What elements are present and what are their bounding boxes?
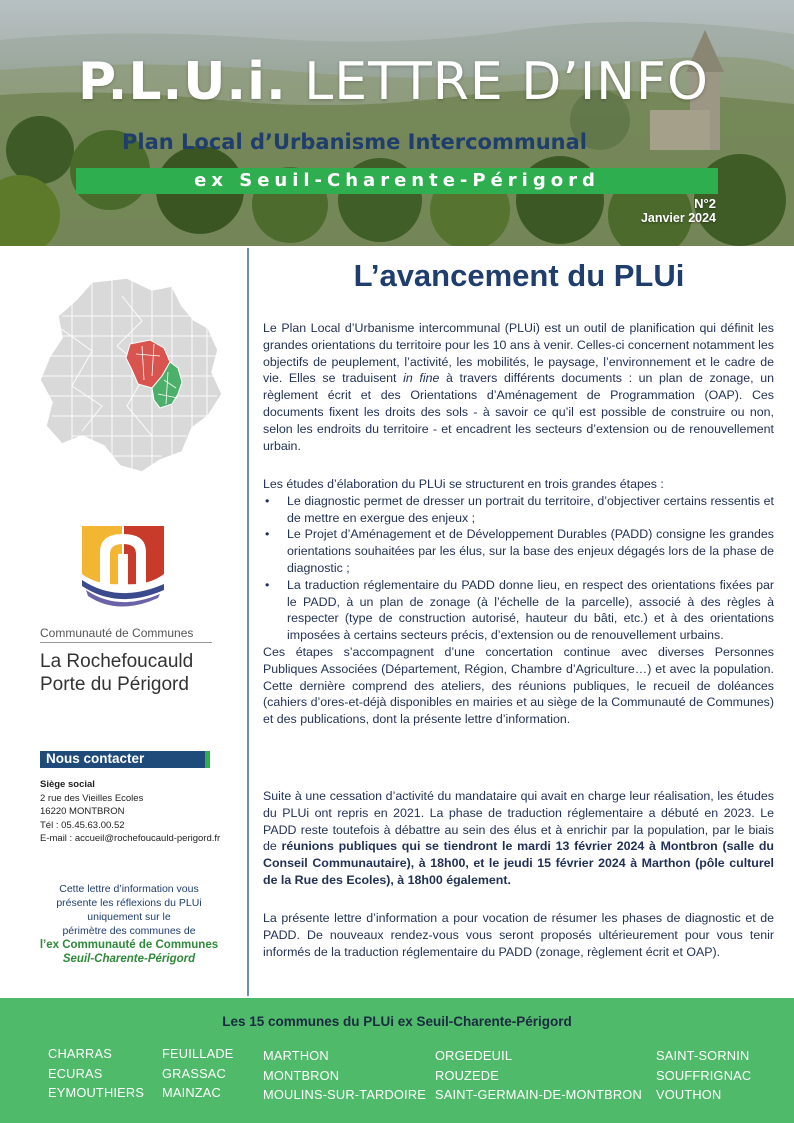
issue-date: Janvier 2024	[640, 211, 716, 225]
issue-number: N°2	[694, 196, 716, 211]
article-paragraph-1	[263, 320, 774, 454]
stage-item: • La traduction réglementaire du PADD donne lieu, en respect des orientations fixées par le PADD, à un plan de zonage (à l’échelle de la parcelle), associé à des règles à respecter (type de construction autorisé, hauteur du bâti, etc.) et à des orientations imposées à certains secteurs précis, d’extension ou de renouvellement urbains.	[263, 577, 774, 644]
communes-column-5	[656, 1046, 751, 1105]
contact-phone: Tél : 05.45.63.00.52	[40, 819, 125, 831]
issue-info	[641, 196, 716, 225]
commune-item: ECURAS	[48, 1065, 103, 1081]
article-paragraph-3	[263, 788, 774, 889]
commune-item: SAINT-GERMAIN-DE-MONTBRON	[435, 1087, 642, 1102]
p2-intro: Les études d’élaboration du PLUi se structurent en trois grandes étapes :	[263, 477, 664, 491]
commune-item: GRASSAC	[162, 1065, 226, 1081]
note-line6: Seuil-Charente-Périgord	[62, 953, 196, 965]
commune-item: CHARRAS	[48, 1046, 112, 1061]
title-lettre-info: LETTRE D’INFO	[304, 52, 709, 112]
communes-footer	[0, 998, 794, 1123]
communes-column-2	[162, 1044, 234, 1103]
community-name-line2: Porte du Périgord	[40, 674, 189, 695]
contact-address1: 2 rue des Vieilles Ecoles	[40, 792, 144, 804]
territory-map-icon	[32, 276, 232, 476]
note-line1: Cette lettre d’information vous	[59, 883, 199, 895]
communes-column-1	[48, 1044, 144, 1103]
territory-band	[76, 168, 718, 194]
p1-text-a: Le Plan Local d’Urbanisme intercommunal (PLUi) est un outil de planification qui définit les grandes orientations du territoire pour les 10 ans à venir. Celles-ci concernent notamment les objectifs de peuplement, l’activité, les mobilités, le paysage, l’environnement et le cadre de vie. Elles se traduisent	[263, 321, 774, 386]
contact-email[interactable]: E-mail : accueil@rochefoucauld-perigord.fr	[40, 833, 221, 844]
p3-meetings: réunions publiques qui se tiendront le mardi 13 février 2024 à Montbron (salle du Conseil Communautaire), à 18h00, et le jeudi 15 février 2024 à Marthon (pôle culturel de la Rue des Ecoles), à 18h00 également.	[263, 839, 774, 887]
note-line5: l’ex Communauté de Communes	[39, 939, 219, 951]
article-title: L’avancement du PLUi	[353, 258, 685, 293]
commune-item: SAINT-SORNIN	[656, 1048, 750, 1063]
commune-item: VOUTHON	[656, 1087, 722, 1102]
stages-list	[263, 493, 774, 644]
commune-item: EYMOUTHIERS	[48, 1085, 145, 1100]
territory-band-text: ex Seuil-Charente-Périgord	[194, 170, 600, 191]
contact-heading	[40, 751, 210, 768]
contact-heading-text: Nous contacter	[46, 751, 145, 766]
stage-item: • Le Projet d’Aménagement et de Développement Durables (PADD) consigne les grandes orientations souhaitées par les élus, sur la base des enjeux dégagés lors de la phase de diagnostic ;	[263, 526, 774, 576]
contact-siege: Siège social	[40, 779, 95, 790]
title-plui: P.L.U.i.	[78, 52, 287, 112]
commune-item: FEUILLADE	[162, 1046, 234, 1061]
column-divider	[247, 248, 249, 996]
contact-address2: 16220 MONTBRON	[40, 806, 125, 817]
commune-item: ROUZEDE	[435, 1067, 499, 1083]
contact-details	[40, 778, 220, 846]
note-line2: présente les réflexions du PLUi	[56, 897, 202, 909]
article-paragraph-4: La présente lettre d’information a pour vocation de résumer les phases de diagnostic et de PADD. De nouveaux rendez-vous vous seront proposés ultérieurement pour vous tenir informés de la traduction réglementaire du PADD (zonage, règlement écrit et OAP).	[263, 911, 774, 959]
note-line4: périmètre des communes de	[62, 925, 196, 937]
commune-item: MOULINS-SUR-TARDOIRE	[263, 1087, 427, 1102]
scope-note	[34, 882, 224, 966]
newsletter-title	[78, 52, 718, 112]
article-paragraph-2	[263, 476, 774, 728]
commune-item: SOUFFRIGNAC	[656, 1067, 752, 1083]
communes-column-3	[263, 1046, 426, 1105]
p1-italic: in fine	[403, 371, 440, 386]
commune-item: MONTBRON	[263, 1067, 340, 1083]
note-line3: uniquement sur le	[87, 911, 171, 923]
communes-column-4	[435, 1046, 642, 1105]
commune-item: ORGEDEUIL	[435, 1048, 513, 1063]
community-name	[40, 650, 193, 696]
community-crest-logo	[78, 524, 168, 614]
commune-item: MAINZAC	[162, 1085, 221, 1100]
p2-outro: Ces étapes s’accompagnent d’une concertation continue avec diverses Personnes Publiques Associées (Département, Région, Chambre d’Agriculture…) et avec la population. Cette dernière comprend des ateliers, des réunions publiques, le recueil de doléances (cahiers d’ores-et-déjà disponibles en mairies et au siège de la Communauté de Communes) et des publications, dont la présente lettre d’information.	[263, 644, 774, 727]
commune-item: MARTHON	[263, 1048, 329, 1063]
community-label: Communauté de Communes	[40, 626, 212, 643]
header-banner	[0, 0, 794, 246]
stage-item: • Le diagnostic permet de dresser un portrait du territoire, d’objectiver certains ressentis et de mettre en exergue des enjeux ;	[263, 493, 774, 527]
p3-text: Suite à une cessation d’activité du mandataire qui avait en charge leur réalisation, les études du PLUi ont repris en 2021. La phase de traduction réglementaire a débuté en 2023. Le PADD reste toutefois à débattre au sein des élus et à enrichir par la population, par le biais de	[263, 789, 774, 854]
community-name-line1: La Rochefoucauld	[40, 651, 194, 672]
p1-text-b: à travers différents documents : un plan de zonage, un règlement écrit et des Orientations d’Aménagement de Programmation (OAP). Ces documents fixent les droits des sols - à savoir ce qu’il est possible de construire ou non, selon les endroits du territoire - et encadrent les secteurs d’extension ou de renouvellement urbain.	[263, 371, 774, 453]
communes-title: Les 15 communes du PLUi ex Seuil-Charente-Périgord	[222, 1014, 572, 1029]
newsletter-subtitle: Plan Local d’Urbanisme Intercommunal	[122, 130, 587, 154]
